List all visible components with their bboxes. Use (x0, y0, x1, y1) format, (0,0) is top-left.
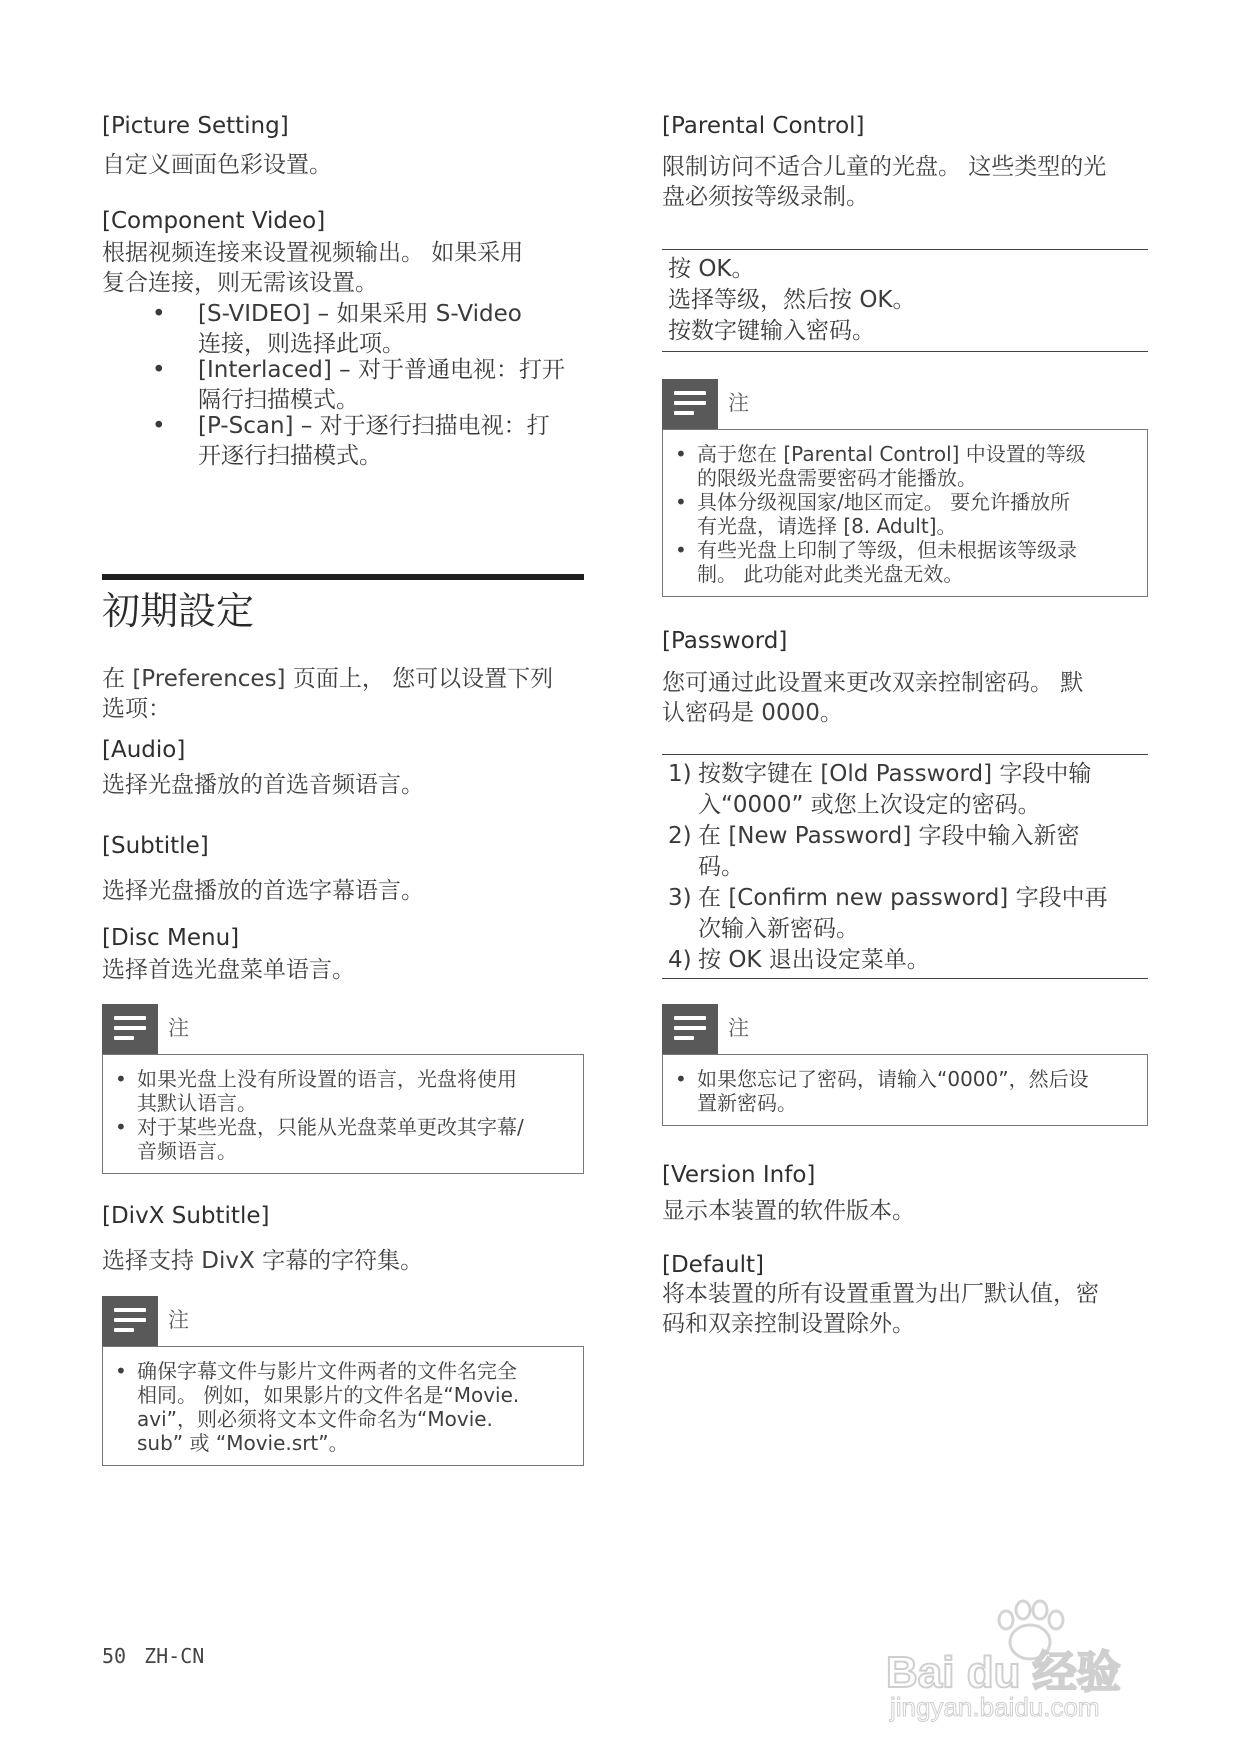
note-label: 注 (728, 391, 749, 415)
divx-subtitle-body: 选择支持 DivX 字幕的字符集。 (102, 1248, 424, 1274)
note-icon (662, 1004, 718, 1054)
note-parental (662, 379, 1148, 597)
password-steps (662, 754, 1148, 979)
list-item: • 有些光盘上印制了等级，但未根据该等级录 制。 此功能对此类光盘无效。 (675, 538, 1077, 586)
note-header (662, 379, 1148, 429)
parental-control-steps (662, 249, 1148, 352)
page-footer (102, 1644, 204, 1668)
note-box (102, 1054, 584, 1174)
list-item: • 具体分级视国家/地区而定。 要允许播放所 有光盘，请选择 [8. Adult]。 (675, 490, 1071, 538)
note-icon (102, 1296, 158, 1346)
default-heading: [Default] (662, 1252, 764, 1278)
list-item: • [P-Scan] – 对于逐行扫描电视：打 开逐行扫描模式。 (152, 413, 550, 469)
audio-heading: [Audio] (102, 737, 186, 763)
note-disc-menu (102, 1004, 584, 1174)
note-box (662, 1054, 1148, 1126)
note-divx (102, 1296, 584, 1466)
parental-control-heading: [Parental Control] (662, 113, 865, 139)
list-item: 1) 按数字键在 [Old Password] 字段中输 入“0000” 或您上次设定的密码。 (668, 761, 1092, 818)
password-heading: [Password] (662, 628, 788, 654)
note-header (662, 1004, 1148, 1054)
page-number: 50 (102, 1644, 127, 1668)
watermark-url: jingyan.baidu.com (890, 1692, 1100, 1722)
list-item: • 确保字幕文件与影片文件两者的文件名完全 相同。 例如，如果影片的文件名是“Movie. avi”，则必须将文本文件命名为“Movie. sub” 或 “Movie.srt”。 (115, 1359, 520, 1455)
picture-setting-body: 自定义画面色彩设置。 (102, 152, 332, 178)
watermark-brand: Bai du 经验 (886, 1648, 1121, 1697)
note-icon (102, 1004, 158, 1054)
preferences-intro: 在 [Preferences] 页面上， 您可以设置下列 选项： (102, 666, 554, 722)
baidu-watermark (880, 1580, 1180, 1730)
subtitle-body: 选择光盘播放的首选字幕语言。 (102, 878, 424, 904)
step-line: 按数字键输入密码。 (668, 318, 875, 344)
list-item: 4) 按 OK 退出设定菜单。 (668, 947, 930, 973)
list-item: • [S-VIDEO] – 如果采用 S-Video 连接，则选择此项。 (152, 301, 522, 357)
component-video-body: 根据视频连接来设置视频输出。 如果采用 复合连接，则无需该设置。 (102, 240, 524, 296)
disc-menu-body: 选择首选光盘菜单语言。 (102, 957, 355, 983)
parental-control-body: 限制访问不适合儿童的光盘。 这些类型的光 盘必须按等级录制。 (662, 154, 1107, 210)
note-header (102, 1296, 584, 1346)
version-info-body: 显示本装置的软件版本。 (662, 1198, 915, 1224)
note-label: 注 (168, 1016, 189, 1040)
subtitle-heading: [Subtitle] (102, 833, 209, 859)
section-title: 初期設定 (102, 574, 584, 634)
divx-subtitle-heading: [DivX Subtitle] (102, 1203, 270, 1229)
password-body: 您可通过此设置来更改双亲控制密码。 默 认密码是 0000。 (662, 670, 1084, 726)
disc-menu-heading: [Disc Menu] (102, 925, 240, 951)
list-item: • [Interlaced] – 对于普通电视：打开 隔行扫描模式。 (152, 357, 565, 413)
note-header (102, 1004, 584, 1054)
picture-setting-heading: [Picture Setting] (102, 113, 289, 139)
note-password (662, 1004, 1148, 1126)
list-item: • 如果您忘记了密码，请输入“0000”，然后设 置新密码。 (675, 1067, 1089, 1115)
audio-body: 选择光盘播放的首选音频语言。 (102, 772, 424, 798)
list-item: • 高于您在 [Parental Control] 中设置的等级 的限级光盘需要密码才能播放。 (675, 442, 1086, 490)
note-box (662, 429, 1148, 597)
note-label: 注 (168, 1308, 189, 1332)
step-line: 按 OK。 (668, 256, 755, 282)
step-line: 选择等级，然后按 OK。 (668, 287, 916, 313)
note-label: 注 (728, 1016, 749, 1040)
list-item: 3) 在 [Confirm new password] 字段中再 次输入新密码。 (668, 885, 1108, 942)
note-box (102, 1346, 584, 1466)
list-item: • 如果光盘上没有所设置的语言，光盘将使用 其默认语言。 (115, 1067, 517, 1115)
default-body: 将本装置的所有设置重置为出厂默认值，密 码和双亲控制设置除外。 (662, 1281, 1099, 1337)
component-video-options (102, 299, 584, 471)
language-code: ZH-CN (144, 1644, 205, 1668)
note-icon (662, 379, 718, 429)
component-video-heading: [Component Video] (102, 208, 326, 234)
version-info-heading: [Version Info] (662, 1162, 816, 1188)
list-item: • 对于某些光盘，只能从光盘菜单更改其字幕/ 音频语言。 (115, 1115, 524, 1163)
list-item: 2) 在 [New Password] 字段中输入新密 码。 (668, 823, 1080, 880)
